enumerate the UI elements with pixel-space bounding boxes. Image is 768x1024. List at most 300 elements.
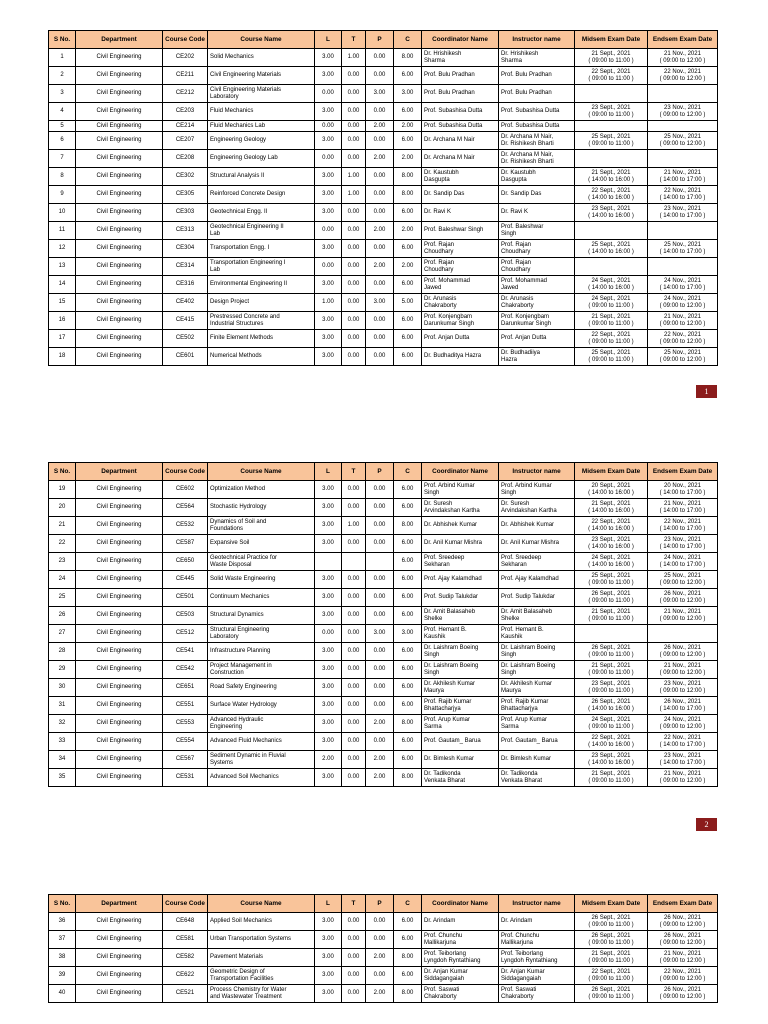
cell-c: 8.00 [394, 517, 422, 535]
table-row [49, 931, 718, 949]
cell-dept: Civil Engineering [76, 330, 163, 348]
cell-mid: 21 Sept., 2021 ( 09:00 to 11:00 ) [575, 769, 648, 787]
cell-code: CE304 [163, 240, 208, 258]
cell-c: 6.00 [394, 589, 422, 607]
cell-name: Surface Water Hydrology [208, 697, 315, 715]
table-row [49, 222, 718, 240]
cell-l: 0.00 [315, 150, 342, 168]
cell-p: 0.00 [366, 607, 394, 625]
cell-mid: 22 Sept., 2021 ( 09:00 to 11:00 ) [575, 967, 648, 985]
cell-instr: Dr. Ravi K [499, 204, 575, 222]
cell-mid: 26 Sept., 2021 ( 09:00 to 11:00 ) [575, 913, 648, 931]
cell-sno: 2 [49, 67, 76, 85]
cell-end: 21 Nov., 2021 ( 09:00 to 12:00 ) [648, 607, 718, 625]
cell-dept: Civil Engineering [76, 67, 163, 85]
cell-name: Advanced Soil Mechanics [208, 769, 315, 787]
table-row [49, 571, 718, 589]
cell-mid: 21 Sept., 2021 ( 09:00 to 11:00 ) [575, 661, 648, 679]
cell-code: CE212 [163, 85, 208, 103]
cell-mid: 22 Sept., 2021 ( 09:00 to 11:00 ) [575, 330, 648, 348]
cell-l: 3.00 [315, 679, 342, 697]
column-header-code: Course Code [163, 463, 208, 481]
cell-t: 0.00 [342, 312, 366, 330]
cell-l: 3.00 [315, 49, 342, 67]
table-row [49, 751, 718, 769]
cell-end: 21 Nov., 2021 ( 09:00 to 12:00 ) [648, 769, 718, 787]
column-header-coord: Coordinator Name [422, 895, 499, 913]
cell-sno: 19 [49, 481, 76, 499]
cell-end: 22 Nov., 2021 ( 14:00 to 17:00 ) [648, 517, 718, 535]
cell-dept: Civil Engineering [76, 589, 163, 607]
cell-sno: 14 [49, 276, 76, 294]
cell-t: 0.00 [342, 294, 366, 312]
cell-c: 6.00 [394, 931, 422, 949]
cell-mid: 24 Sept., 2021 ( 14:00 to 16:00 ) [575, 276, 648, 294]
cell-dept: Civil Engineering [76, 258, 163, 276]
table-row [49, 49, 718, 67]
cell-c: 6.00 [394, 553, 422, 571]
column-header-code: Course Code [163, 895, 208, 913]
cell-end: 24 Nov., 2021 ( 09:00 to 12:00 ) [648, 715, 718, 733]
cell-mid: 21 Sept., 2021 ( 09:00 to 11:00 ) [575, 49, 648, 67]
cell-c: 6.00 [394, 535, 422, 553]
cell-name: Advanced Fluid Mechanics [208, 733, 315, 751]
column-header-sno: S No. [49, 31, 76, 49]
cell-p: 0.00 [366, 679, 394, 697]
cell-t: 1.00 [342, 49, 366, 67]
cell-instr: Dr. Archana M Nair, Dr. Rishikesh Bharti [499, 132, 575, 150]
cell-instr: Dr. Abhishek Kumar [499, 517, 575, 535]
cell-l: 0.00 [315, 85, 342, 103]
table-row [49, 625, 718, 643]
cell-code: CE512 [163, 625, 208, 643]
cell-code: CE521 [163, 985, 208, 1003]
cell-sno: 29 [49, 661, 76, 679]
cell-sno: 27 [49, 625, 76, 643]
cell-code: CE587 [163, 535, 208, 553]
cell-name: Dynamics of Soil and Foundations [208, 517, 315, 535]
cell-sno: 23 [49, 553, 76, 571]
cell-end: 21 Nov., 2021 ( 09:00 to 12:00 ) [648, 312, 718, 330]
cell-code: CE402 [163, 294, 208, 312]
cell-dept: Civil Engineering [76, 481, 163, 499]
column-header-coord: Coordinator Name [422, 463, 499, 481]
cell-sno: 1 [49, 49, 76, 67]
cell-end: 25 Nov., 2021 ( 09:00 to 12:00 ) [648, 348, 718, 366]
cell-coord: Prof. Subashisa Dutta [422, 121, 499, 132]
cell-dept: Civil Engineering [76, 276, 163, 294]
cell-coord: Dr. Archana M Nair [422, 150, 499, 168]
cell-p: 3.00 [366, 294, 394, 312]
cell-coord: Prof. Hemant B. Kaushik [422, 625, 499, 643]
table-row [49, 733, 718, 751]
cell-sno: 18 [49, 348, 76, 366]
cell-end: 24 Nov., 2021 ( 14:00 to 17:00 ) [648, 553, 718, 571]
cell-mid: 26 Sept., 2021 ( 09:00 to 11:00 ) [575, 589, 648, 607]
cell-sno: 8 [49, 168, 76, 186]
cell-t: 0.00 [342, 607, 366, 625]
cell-name: Numerical Methods [208, 348, 315, 366]
cell-dept: Civil Engineering [76, 294, 163, 312]
cell-sno: 15 [49, 294, 76, 312]
cell-code: CE554 [163, 733, 208, 751]
cell-instr: Dr. Akhilesh Kumar Maurya [499, 679, 575, 697]
cell-name: Solid Mechanics [208, 49, 315, 67]
cell-instr: Prof. Bulu Pradhan [499, 67, 575, 85]
cell-coord: Prof. Mohammad Jawed [422, 276, 499, 294]
cell-t: 0.00 [342, 625, 366, 643]
cell-instr: Dr. Archana M Nair, Dr. Rishikesh Bharti [499, 150, 575, 168]
header-row [49, 895, 718, 913]
table-row [49, 499, 718, 517]
cell-dept: Civil Engineering [76, 679, 163, 697]
cell-dept: Civil Engineering [76, 240, 163, 258]
table-row [49, 132, 718, 150]
cell-end [648, 150, 718, 168]
cell-end: 21 Nov., 2021 ( 09:00 to 12:00 ) [648, 661, 718, 679]
column-header-t: T [342, 463, 366, 481]
cell-name: Geotechnical Engg. II [208, 204, 315, 222]
cell-mid: 25 Sept., 2021 ( 09:00 to 11:00 ) [575, 571, 648, 589]
cell-l: 0.00 [315, 121, 342, 132]
cell-t: 0.00 [342, 276, 366, 294]
cell-code: CE503 [163, 607, 208, 625]
cell-t: 0.00 [342, 949, 366, 967]
cell-coord: Prof. Bulu Pradhan [422, 67, 499, 85]
cell-name: Civil Engineering Materials [208, 67, 315, 85]
cell-t: 0.00 [342, 240, 366, 258]
cell-name: Fluid Mechanics Lab [208, 121, 315, 132]
cell-c: 8.00 [394, 49, 422, 67]
cell-coord: Prof. Ajay Kalamdhad [422, 571, 499, 589]
cell-p: 0.00 [366, 348, 394, 366]
cell-l: 0.00 [315, 625, 342, 643]
table-row [49, 913, 718, 931]
cell-instr: Prof. Chunchu Mallikarjuna [499, 931, 575, 949]
cell-dept: Civil Engineering [76, 571, 163, 589]
cell-t: 0.00 [342, 330, 366, 348]
cell-p: 0.00 [366, 204, 394, 222]
header-row [49, 463, 718, 481]
table-row [49, 330, 718, 348]
cell-p: 0.00 [366, 535, 394, 553]
cell-sno: 38 [49, 949, 76, 967]
cell-name: Transportation Engg. I [208, 240, 315, 258]
cell-code: CE650 [163, 553, 208, 571]
cell-sno: 12 [49, 240, 76, 258]
cell-end: 23 Nov., 2021 ( 09:00 to 12:00 ) [648, 679, 718, 697]
cell-code: CE203 [163, 103, 208, 121]
cell-code: CE415 [163, 312, 208, 330]
cell-t: 0.00 [342, 150, 366, 168]
cell-t [342, 553, 366, 571]
table-row [49, 517, 718, 535]
column-header-l: L [315, 31, 342, 49]
cell-dept: Civil Engineering [76, 517, 163, 535]
cell-dept: Civil Engineering [76, 535, 163, 553]
cell-end: 24 Nov., 2021 ( 09:00 to 12:00 ) [648, 294, 718, 312]
cell-instr: Prof. Konjengbam Darunkumar Singh [499, 312, 575, 330]
cell-code: CE532 [163, 517, 208, 535]
cell-coord: Dr. Suresh Arvindakshan Kartha [422, 499, 499, 517]
cell-end [648, 121, 718, 132]
column-header-mid: Midsem Exam Date [575, 895, 648, 913]
cell-end [648, 258, 718, 276]
cell-end: 26 Nov., 2021 ( 09:00 to 12:00 ) [648, 589, 718, 607]
cell-sno: 35 [49, 769, 76, 787]
cell-instr: Prof. Mohammad Jawed [499, 276, 575, 294]
cell-name: Project Management in Construction [208, 661, 315, 679]
column-header-dept: Department [76, 463, 163, 481]
cell-end: 21 Nov., 2021 ( 14:00 to 17:00 ) [648, 168, 718, 186]
cell-sno: 6 [49, 132, 76, 150]
cell-p: 2.00 [366, 121, 394, 132]
cell-c: 8.00 [394, 985, 422, 1003]
cell-p: 0.00 [366, 49, 394, 67]
column-header-instr: Instructor name [499, 463, 575, 481]
cell-t: 0.00 [342, 121, 366, 132]
schedule-table-page-1 [48, 30, 718, 366]
cell-code: CE553 [163, 715, 208, 733]
cell-code: CE551 [163, 697, 208, 715]
page-number-badge-2: 2 [696, 818, 717, 831]
cell-t: 0.00 [342, 697, 366, 715]
cell-c: 8.00 [394, 186, 422, 204]
table-row [49, 985, 718, 1003]
cell-p: 2.00 [366, 222, 394, 240]
cell-c: 6.00 [394, 661, 422, 679]
cell-l: 3.00 [315, 132, 342, 150]
cell-coord: Dr. Tadikonda Venkata Bharat [422, 769, 499, 787]
cell-l: 3.00 [315, 715, 342, 733]
cell-code: CE601 [163, 348, 208, 366]
cell-l: 3.00 [315, 607, 342, 625]
cell-t: 0.00 [342, 204, 366, 222]
cell-t: 0.00 [342, 931, 366, 949]
cell-name: Infrastructure Planning [208, 643, 315, 661]
cell-c: 6.00 [394, 733, 422, 751]
table-row [49, 150, 718, 168]
cell-code: CE313 [163, 222, 208, 240]
cell-sno: 30 [49, 679, 76, 697]
cell-c: 3.00 [394, 625, 422, 643]
cell-c: 3.00 [394, 85, 422, 103]
column-header-dept: Department [76, 31, 163, 49]
cell-name: Geometric Design of Transportation Facilities [208, 967, 315, 985]
column-header-c: C [394, 895, 422, 913]
cell-p: 2.00 [366, 258, 394, 276]
cell-end: 26 Nov., 2021 ( 09:00 to 12:00 ) [648, 985, 718, 1003]
cell-name: Transportation Engineering I Lab [208, 258, 315, 276]
cell-sno: 16 [49, 312, 76, 330]
cell-t: 0.00 [342, 222, 366, 240]
cell-coord: Dr. Akhilesh Kumar Maurya [422, 679, 499, 697]
cell-coord: Prof. Arup Kumar Sarma [422, 715, 499, 733]
cell-c: 6.00 [394, 751, 422, 769]
cell-c: 8.00 [394, 769, 422, 787]
cell-coord: Prof. Baleshwar Singh [422, 222, 499, 240]
cell-coord: Dr. Sandip Das [422, 186, 499, 204]
cell-code: CE208 [163, 150, 208, 168]
cell-dept: Civil Engineering [76, 49, 163, 67]
cell-end: 22 Nov., 2021 ( 14:00 to 17:00 ) [648, 733, 718, 751]
cell-dept: Civil Engineering [76, 985, 163, 1003]
cell-instr: Dr. Budhadiiya Hazra [499, 348, 575, 366]
cell-l: 3.00 [315, 985, 342, 1003]
cell-end: 23 Nov., 2021 ( 14:00 to 17:00 ) [648, 751, 718, 769]
cell-name: Engineering Geology Lab [208, 150, 315, 168]
cell-coord: Dr. Arindam [422, 913, 499, 931]
cell-sno: 5 [49, 121, 76, 132]
cell-p: 0.00 [366, 276, 394, 294]
cell-coord: Dr. Bimlesh Kumar [422, 751, 499, 769]
cell-mid: 21 Sept., 2021 ( 14:00 to 16:00 ) [575, 499, 648, 517]
cell-dept: Civil Engineering [76, 661, 163, 679]
cell-p: 0.00 [366, 571, 394, 589]
cell-dept: Civil Engineering [76, 553, 163, 571]
cell-coord: Prof. Chunchu Mallikarjuna [422, 931, 499, 949]
column-header-p: P [366, 31, 394, 49]
column-header-name: Course Name [208, 895, 315, 913]
cell-mid [575, 625, 648, 643]
cell-sno: 40 [49, 985, 76, 1003]
cell-end [648, 625, 718, 643]
column-header-name: Course Name [208, 31, 315, 49]
cell-mid: 24 Sept., 2021 ( 09:00 to 11:00 ) [575, 715, 648, 733]
table-row [49, 679, 718, 697]
cell-mid: 23 Sept., 2021 ( 14:00 to 16:00 ) [575, 751, 648, 769]
cell-c: 6.00 [394, 103, 422, 121]
cell-l: 3.00 [315, 517, 342, 535]
cell-mid [575, 121, 648, 132]
cell-end: 25 Nov., 2021 ( 14:00 to 17:00 ) [648, 240, 718, 258]
cell-l: 3.00 [315, 481, 342, 499]
cell-mid: 20 Sept., 2021 ( 14:00 to 16:00 ) [575, 481, 648, 499]
cell-dept: Civil Engineering [76, 949, 163, 967]
cell-dept: Civil Engineering [76, 769, 163, 787]
cell-instr: Dr. Suresh Arvindakshan Kartha [499, 499, 575, 517]
cell-instr: Dr. Anjan Kumar Siddagangaiah [499, 967, 575, 985]
table-row [49, 312, 718, 330]
cell-p [366, 553, 394, 571]
cell-dept: Civil Engineering [76, 222, 163, 240]
cell-t: 0.00 [342, 348, 366, 366]
table-row [49, 204, 718, 222]
cell-dept: Civil Engineering [76, 697, 163, 715]
cell-mid: 23 Sept., 2021 ( 14:00 to 16:00 ) [575, 204, 648, 222]
cell-dept: Civil Engineering [76, 607, 163, 625]
cell-c: 2.00 [394, 150, 422, 168]
cell-name: Structural Dynamics [208, 607, 315, 625]
cell-p: 0.00 [366, 67, 394, 85]
cell-dept: Civil Engineering [76, 715, 163, 733]
cell-dept: Civil Engineering [76, 150, 163, 168]
cell-coord: Prof. Konjengbam Darunkumar Singh [422, 312, 499, 330]
cell-dept: Civil Engineering [76, 348, 163, 366]
cell-instr: Prof. Teiborlang Lyngdoh Ryntathiang [499, 949, 575, 967]
cell-end: 22 Nov., 2021 ( 09:00 to 12:00 ) [648, 67, 718, 85]
cell-instr: Prof. Rajib Kumar Bhattacharjya [499, 697, 575, 715]
cell-p: 3.00 [366, 85, 394, 103]
cell-instr: Dr. Kaustubh Dasgupta [499, 168, 575, 186]
cell-instr: Dr. Amit Balasaheb Shelke [499, 607, 575, 625]
column-header-coord: Coordinator Name [422, 31, 499, 49]
cell-p: 2.00 [366, 949, 394, 967]
cell-c: 6.00 [394, 481, 422, 499]
cell-mid: 23 Sept., 2021 ( 09:00 to 11:00 ) [575, 103, 648, 121]
cell-sno: 26 [49, 607, 76, 625]
column-header-name: Course Name [208, 463, 315, 481]
cell-t: 0.00 [342, 258, 366, 276]
cell-l: 3.00 [315, 913, 342, 931]
cell-code: CE316 [163, 276, 208, 294]
cell-name: Prestressed Concrete and Industrial Structures [208, 312, 315, 330]
cell-sno: 3 [49, 85, 76, 103]
cell-p: 0.00 [366, 499, 394, 517]
column-header-end: Endsem Exam Date [648, 31, 718, 49]
cell-dept: Civil Engineering [76, 132, 163, 150]
cell-name: Design Project [208, 294, 315, 312]
cell-coord: Prof. Subashisa Dutta [422, 103, 499, 121]
cell-instr: Prof. Gautam_ Barua [499, 733, 575, 751]
cell-name: Reinforced Concrete Design [208, 186, 315, 204]
cell-end: 23 Nov., 2021 ( 09:00 to 12:00 ) [648, 103, 718, 121]
cell-end: 26 Nov., 2021 ( 09:00 to 12:00 ) [648, 931, 718, 949]
cell-name: Road Safety Engineering [208, 679, 315, 697]
cell-dept: Civil Engineering [76, 85, 163, 103]
cell-code: CE314 [163, 258, 208, 276]
cell-l: 3.00 [315, 931, 342, 949]
cell-p: 0.00 [366, 103, 394, 121]
cell-instr: Dr. Arunasis Chakraborty [499, 294, 575, 312]
cell-coord: Prof. Anjan Dutta [422, 330, 499, 348]
cell-end: 20 Nov., 2021 ( 14:00 to 17:00 ) [648, 481, 718, 499]
cell-end: 22 Nov., 2021 ( 14:00 to 17:00 ) [648, 186, 718, 204]
cell-c: 8.00 [394, 715, 422, 733]
cell-t: 0.00 [342, 967, 366, 985]
cell-mid [575, 85, 648, 103]
column-header-sno: S No. [49, 463, 76, 481]
cell-end: 23 Nov., 2021 ( 14:00 to 17:00 ) [648, 204, 718, 222]
cell-name: Expansive Soil [208, 535, 315, 553]
cell-dept: Civil Engineering [76, 913, 163, 931]
cell-sno: 39 [49, 967, 76, 985]
cell-c: 2.00 [394, 258, 422, 276]
cell-dept: Civil Engineering [76, 733, 163, 751]
cell-end: 26 Nov., 2021 ( 14:00 to 17:00 ) [648, 697, 718, 715]
cell-dept: Civil Engineering [76, 751, 163, 769]
cell-end: 22 Nov., 2021 ( 09:00 to 12:00 ) [648, 330, 718, 348]
column-header-l: L [315, 895, 342, 913]
cell-coord: Prof. Sudip Talukdar [422, 589, 499, 607]
cell-code: CE211 [163, 67, 208, 85]
table-row [49, 276, 718, 294]
table-row [49, 553, 718, 571]
cell-c: 6.00 [394, 571, 422, 589]
table-row [49, 67, 718, 85]
cell-l: 3.00 [315, 276, 342, 294]
cell-t: 0.00 [342, 67, 366, 85]
cell-code: CE202 [163, 49, 208, 67]
cell-l: 3.00 [315, 168, 342, 186]
cell-c: 6.00 [394, 312, 422, 330]
cell-t: 0.00 [342, 985, 366, 1003]
cell-mid: 22 Sept., 2021 ( 14:00 to 16:00 ) [575, 186, 648, 204]
cell-code: CE648 [163, 913, 208, 931]
cell-t: 0.00 [342, 715, 366, 733]
table-row [49, 967, 718, 985]
cell-dept: Civil Engineering [76, 643, 163, 661]
